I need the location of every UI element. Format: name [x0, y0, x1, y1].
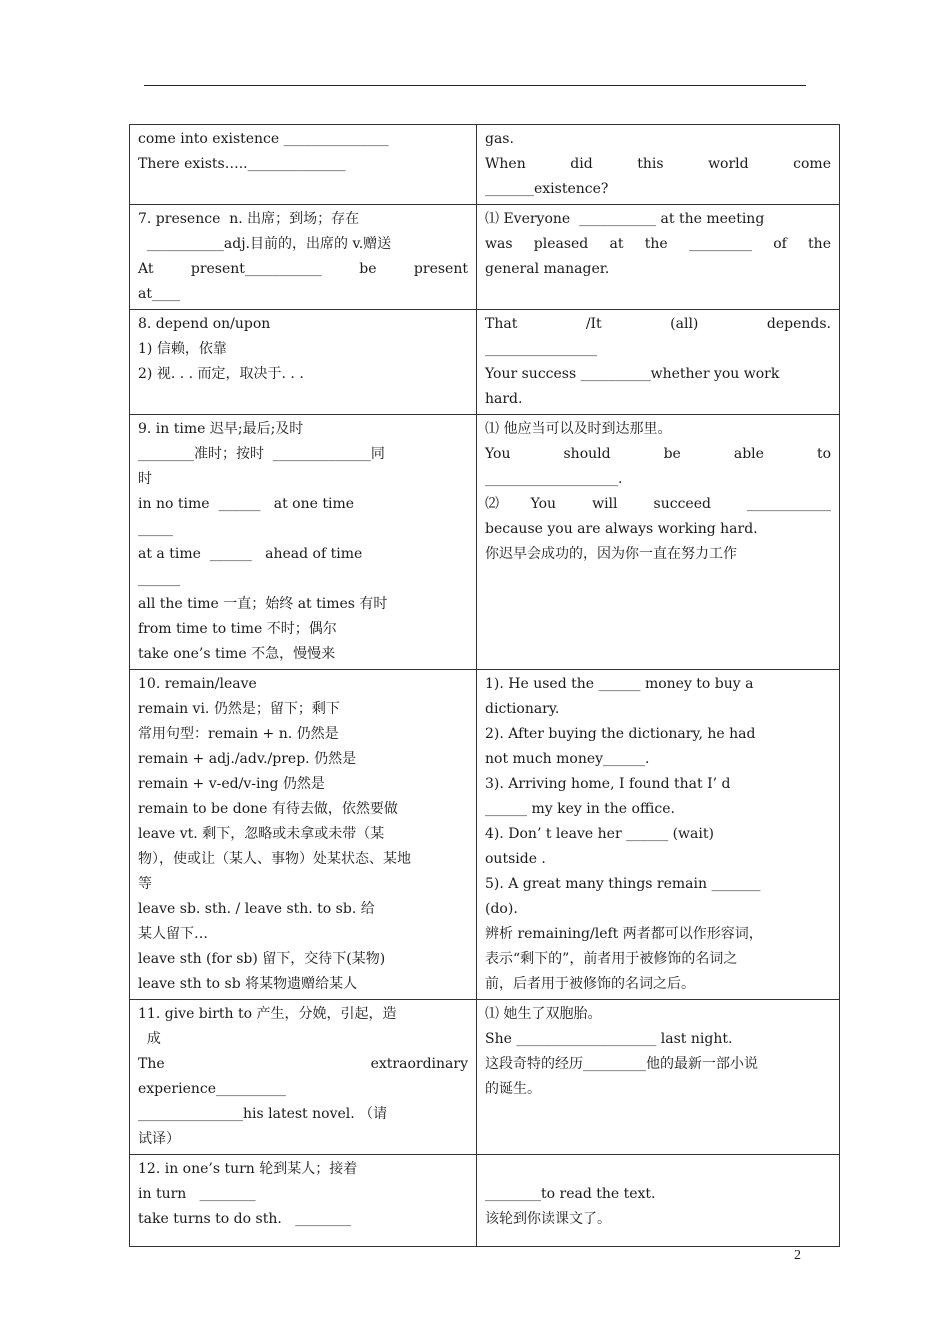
cell-line: ______ my key in the office. — [485, 801, 675, 817]
cell-line: 等 — [138, 876, 152, 892]
cell-line: 5). A great many things remain _______ — [485, 876, 761, 892]
cell-line: 前，后者用于被修饰的名词之后。 — [485, 976, 695, 992]
cell-line: ⑴ 他应当可以及时到达那里。 — [485, 421, 672, 437]
cell-line: ⑵You will succeed ____________ — [485, 496, 831, 512]
header-rule — [144, 85, 806, 86]
cell-line: 1) 信赖，依靠 — [138, 341, 227, 357]
table-row — [130, 125, 840, 205]
cell-line: 2) 视. . . 而定，取决于. . . — [138, 366, 304, 382]
table-row — [130, 1000, 840, 1155]
cell-line: leave sth (for sb) 留下，交待下(某物) — [138, 951, 386, 967]
cell-line: 该轮到你读课文了。 — [485, 1211, 611, 1227]
exercise-cell — [477, 125, 840, 205]
table-row — [130, 415, 840, 670]
cell-line: _______existence? — [485, 181, 609, 197]
cell-line: 7. presence n. 出席；到场；存在 — [138, 211, 360, 227]
cell-line: remain to be done 有待去做，依然要做 — [138, 801, 398, 817]
cell-line: from time to time 不时；偶尔 — [138, 621, 337, 637]
cell-line: in turn ________ — [138, 1186, 256, 1202]
page-number: 2 — [794, 1248, 801, 1263]
cell-line: 8. depend on/upon — [138, 316, 271, 332]
table-row — [130, 670, 840, 1000]
cell-line: 表示“剩下的”，前者用于被修饰的名词之 — [485, 951, 738, 967]
cell-line: 物），使或让（某人、事物）处某状态、某地 — [138, 851, 411, 867]
cell-line: leave sb. sth. / leave sth. to sb. 给 — [138, 901, 375, 917]
table-row — [130, 310, 840, 415]
cell-line: was pleased at the _________ of the — [485, 236, 831, 252]
cell-line: ⑴ Everyone ___________ at the meeting — [485, 211, 765, 227]
table-row — [130, 205, 840, 310]
cell-line: 成 — [138, 1031, 161, 1047]
cell-line: 4). Don’ t leave her ______ (wait) — [485, 826, 714, 842]
cell-line: 这段奇特的经历_________他的最新一部小说 — [485, 1056, 758, 1072]
cell-line: remain vi. 仍然是；留下；剩下 — [138, 701, 340, 717]
cell-line: _____ — [138, 521, 173, 537]
cell-line: 试译） — [138, 1131, 180, 1147]
cell-line: ______ — [138, 571, 180, 587]
cell-line: 你迟早会成功的，因为你一直在努力工作 — [485, 546, 737, 562]
cell-line: The extraordinary — [138, 1056, 468, 1072]
cell-line: leave sth to sb 将某物遗赠给某人 — [138, 976, 358, 992]
cell-line: all the time 一直；始终 at times 有时 — [138, 596, 388, 612]
vocab-cell — [130, 1000, 477, 1155]
vocabulary-table — [129, 124, 840, 1247]
cell-line: hard. — [485, 391, 523, 407]
cell-line: 12. in one’s turn 轮到某人；接着 — [138, 1161, 358, 1177]
cell-line: general manager. — [485, 261, 610, 277]
cell-line: You should be able to — [485, 446, 831, 462]
exercise-cell — [477, 1000, 840, 1155]
cell-line: 10. remain/leave — [138, 676, 257, 692]
table-row — [130, 1155, 840, 1247]
cell-line: 的诞生。 — [485, 1081, 541, 1097]
cell-line: 9. in time 迟早;最后;及时 — [138, 421, 304, 437]
vocab-cell — [130, 310, 477, 415]
cell-line: come into existence _______________ — [138, 131, 389, 147]
cell-line: experience__________ — [138, 1081, 287, 1097]
cell-line: because you are always working hard. — [485, 521, 758, 537]
exercise-cell — [477, 1155, 840, 1247]
cell-line: 常用句型：remain + n. 仍然是 — [138, 726, 339, 742]
cell-line: When did this world come — [485, 156, 831, 172]
vocab-cell — [130, 1155, 477, 1247]
vocab-cell — [130, 415, 477, 670]
cell-line: At present___________ be present — [138, 261, 468, 277]
cell-line: ________准时；按时 ______________同 — [138, 446, 385, 462]
cell-line: outside . — [485, 851, 546, 867]
cell-line: gas. — [485, 131, 514, 147]
cell-line: _______________his latest novel. （请 — [138, 1106, 388, 1122]
cell-line: at a time ______ ahead of time — [138, 546, 363, 562]
cell-line: ___________________. — [485, 471, 623, 487]
cell-line — [485, 1157, 831, 1182]
cell-line: dictionary. — [485, 701, 560, 717]
vocab-cell — [130, 125, 477, 205]
cell-line: ________to read the text. — [485, 1186, 656, 1202]
cell-line: She ____________________ last night. — [485, 1031, 733, 1047]
cell-line: leave vt. 剩下，忽略或未拿或未带（某 — [138, 826, 385, 842]
cell-line: 辨析 remaining/left 两者都可以作形容词， — [485, 926, 763, 942]
cell-line: ⑴ 她生了双胞胎。 — [485, 1006, 602, 1022]
cell-line: 1). He used the ______ money to buy a — [485, 676, 754, 692]
cell-line: There exists…..______________ — [138, 156, 346, 172]
cell-line: (do). — [485, 901, 518, 917]
cell-line: 2). After buying the dictionary, he had — [485, 726, 756, 742]
exercise-cell — [477, 415, 840, 670]
cell-line: not much money______. — [485, 751, 650, 767]
cell-line: 时 — [138, 471, 152, 487]
exercise-cell — [477, 670, 840, 1000]
vocab-cell — [130, 670, 477, 1000]
cell-line: That /It (all) depends. — [485, 316, 831, 332]
cell-line: 3). Arriving home, I found that I’ d — [485, 776, 731, 792]
cell-line: take one’s time 不急，慢慢来 — [138, 646, 336, 662]
cell-line: remain + adj./adv./prep. 仍然是 — [138, 751, 357, 767]
exercise-cell — [477, 205, 840, 310]
cell-line: remain + v-ed/v-ing 仍然是 — [138, 776, 325, 792]
exercise-cell — [477, 310, 840, 415]
cell-line: ___________adj.目前的，出席的 v.赠送 — [138, 236, 392, 252]
cell-line: 11. give birth to 产生，分娩，引起，造 — [138, 1006, 397, 1022]
cell-line: ________________ — [485, 341, 597, 357]
cell-line: 某人留下… — [138, 926, 208, 942]
cell-line: in no time ______ at one time — [138, 496, 355, 512]
cell-line: take turns to do sth. ________ — [138, 1211, 352, 1227]
cell-line: at____ — [138, 286, 180, 302]
cell-line: Your success __________whether you work — [485, 366, 780, 382]
vocab-cell — [130, 205, 477, 310]
